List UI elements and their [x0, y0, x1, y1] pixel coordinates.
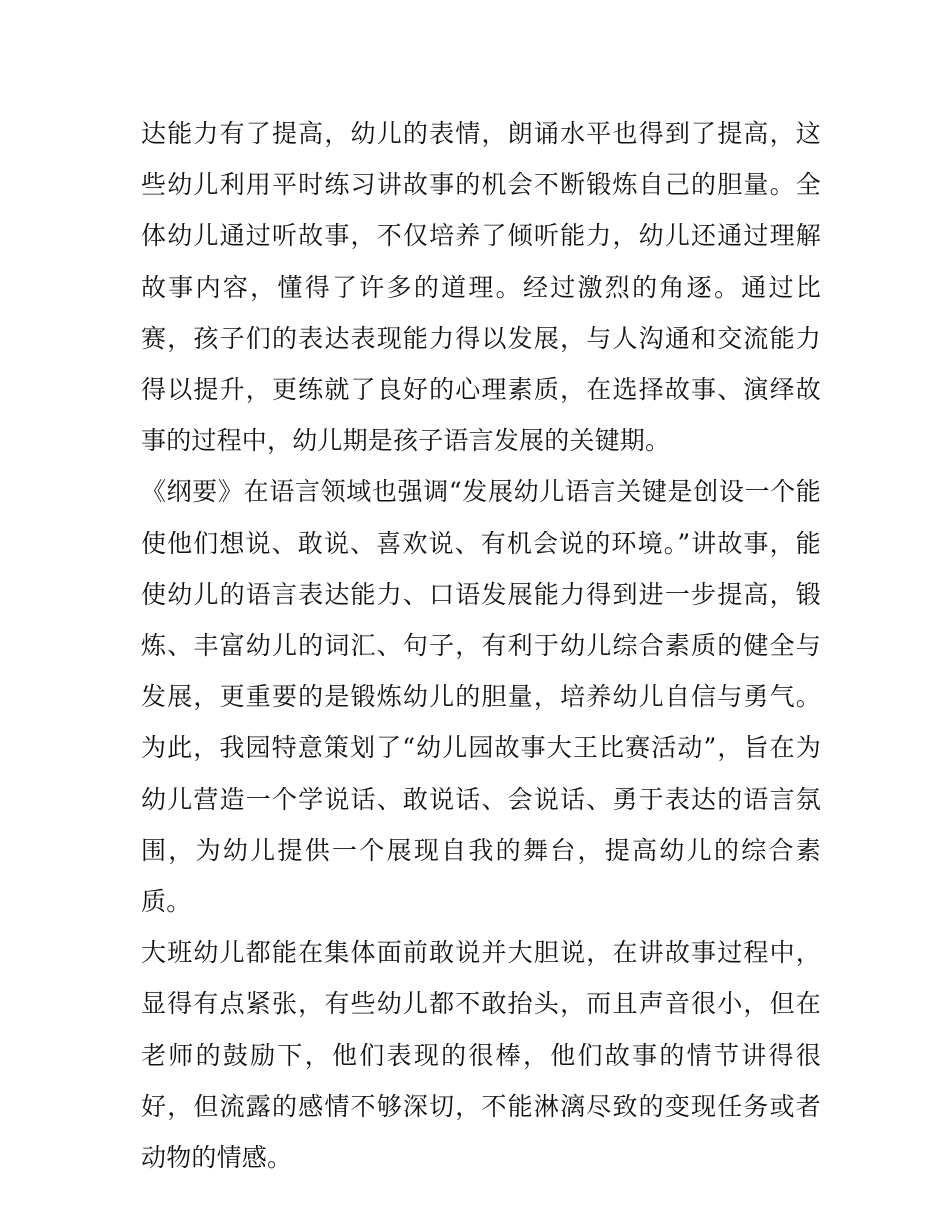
- paragraph-3: 大班幼儿都能在集体面前敢说并大胆说，在讲故事过程中，显得有点紧张，有些幼儿都不敢抬头，而且声音很小，但在老师的鼓励下，他们表现的很棒，他们故事的情节讲得很好，但流露的感情不够深切，不能淋漓尽致的变现任务或者动物的情感。: [141, 938, 821, 1173]
- paragraph-2: 《纲要》在语言领域也强调“发展幼儿语言关键是创设一个能使他们想说、敢说、喜欢说、有机会说的环境。”讲故事，能使幼儿的语言表达能力、口语发展能力得到进一步提高，锻炼、丰富幼儿的词汇、句子，有利于幼儿综合素质的健全与发展，更重要的是锻炼幼儿的胆量，培养幼儿自信与勇气。为此，我园特意策划了“幼儿园故事大王比赛活动”，旨在为幼儿营造一个学说话、敢说话、会说话、勇于表达的语言氛围，为幼儿提供一个展现自我的舞台，提高幼儿的综合素质。: [141, 477, 821, 917]
- body-text: [141, 108, 821, 1183]
- paragraph-1: 达能力有了提高，幼儿的表情，朗诵水平也得到了提高，这些幼儿利用平时练习讲故事的机会不断锻炼自己的胆量。全体幼儿通过听故事，不仅培养了倾听能力，幼儿还通过理解故事内容，懂得了许多的道理。经过激烈的角逐。通过比赛，孩子们的表达表现能力得以发展，与人沟通和交流能力得以提升，更练就了良好的心理素质，在选择故事、演绎故事的过程中，幼儿期是孩子语言发展的关键期。: [141, 119, 821, 456]
